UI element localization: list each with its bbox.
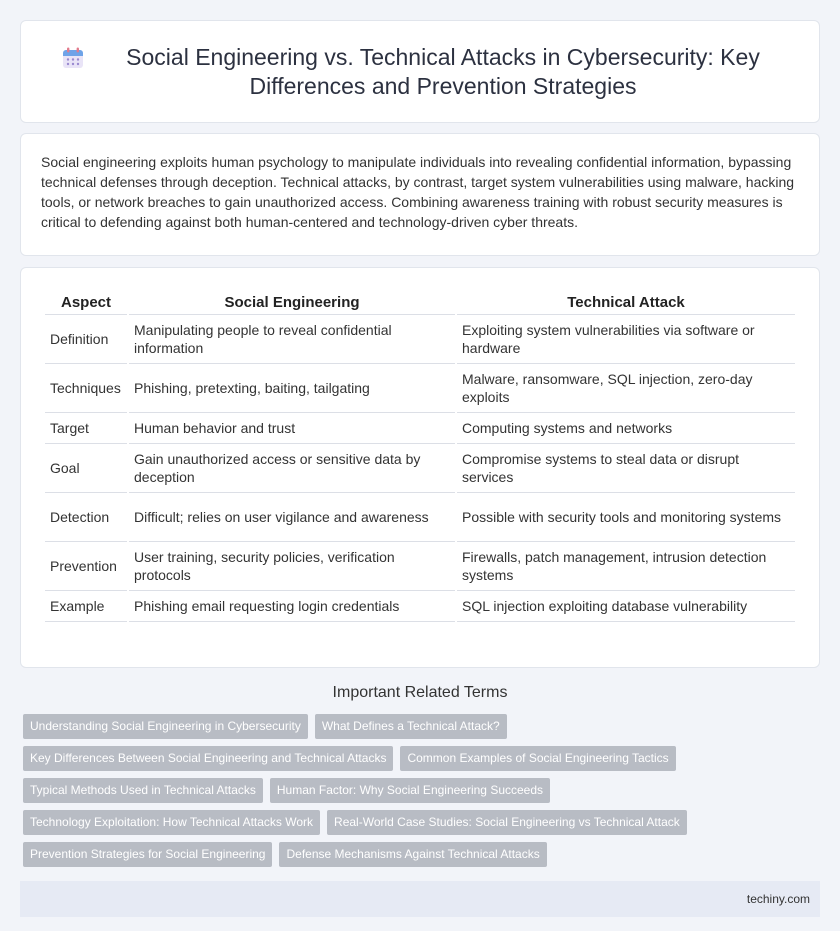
related-term-tag[interactable]: Technology Exploitation: How Technical Attacks Work (23, 810, 320, 835)
cell-technical: SQL injection exploiting database vulnerability (457, 591, 795, 622)
cell-technical: Exploiting system vulnerabilities via software or hardware (457, 315, 795, 364)
related-terms-title: Important Related Terms (332, 684, 508, 701)
header-social-engineering: Social Engineering (129, 288, 455, 315)
table-row (45, 493, 795, 542)
cell-aspect: Detection (45, 493, 127, 542)
title-card (20, 20, 820, 123)
related-terms-tags (20, 714, 820, 867)
cell-social: Phishing email requesting login credentials (129, 591, 455, 622)
related-term-tag[interactable]: Defense Mechanisms Against Technical Attacks (279, 842, 546, 867)
cell-social: User training, security policies, verification protocols (129, 542, 455, 591)
cell-technical: Computing systems and networks (457, 413, 795, 444)
footer-site[interactable]: techiny.com (746, 892, 810, 906)
related-term-tag[interactable]: Real-World Case Studies: Social Engineering vs Technical Attack (327, 810, 687, 835)
cell-social: Gain unauthorized access or sensitive data by deception (129, 444, 455, 493)
cell-aspect: Example (45, 591, 127, 622)
related-term-tag[interactable]: Human Factor: Why Social Engineering Succeeds (270, 778, 550, 803)
related-term-tag[interactable]: What Defines a Technical Attack? (315, 714, 507, 739)
table-header-row (45, 288, 795, 315)
table-row (45, 444, 795, 493)
table-row (45, 591, 795, 622)
header-aspect: Aspect (45, 288, 127, 315)
related-term-tag[interactable]: Understanding Social Engineering in Cybersecurity (23, 714, 308, 739)
related-term-tag[interactable]: Key Differences Between Social Engineering and Technical Attacks (23, 746, 393, 771)
intro-card (20, 133, 820, 256)
cell-aspect: Target (45, 413, 127, 444)
cell-social: Phishing, pretexting, baiting, tailgating (129, 364, 455, 413)
cell-technical: Compromise systems to steal data or disrupt services (457, 444, 795, 493)
cell-technical: Possible with security tools and monitoring systems (457, 493, 795, 542)
comparison-table (43, 288, 797, 622)
cell-social: Manipulating people to reveal confidential information (129, 315, 455, 364)
related-term-tag[interactable]: Common Examples of Social Engineering Tactics (400, 746, 675, 771)
page-title: Social Engineering vs. Technical Attacks in Cybersecurity: Key Differences and Prevention Strategies (126, 43, 760, 99)
cell-technical: Malware, ransomware, SQL injection, zero-day exploits (457, 364, 795, 413)
related-term-tag[interactable]: Typical Methods Used in Technical Attacks (23, 778, 263, 803)
cell-aspect: Definition (45, 315, 127, 364)
footer (20, 881, 820, 917)
table-row (45, 315, 795, 364)
related-terms-section (20, 684, 820, 867)
intro-text: Social engineering exploits human psychology to manipulate individuals into revealing confidential information, bypassing technical defenses through deception. Technical attacks, by contrast, target system vulnerabilities using malware, hacking tools, or network breaches to gain unauthorized access. Combining awareness training with robust security measures is critical to defending against both human-centered and technology-driven cyber threats. (41, 154, 795, 230)
calendar-icon (61, 46, 85, 70)
cell-aspect: Prevention (45, 542, 127, 591)
cell-social: Human behavior and trust (129, 413, 455, 444)
cell-aspect: Goal (45, 444, 127, 493)
table-row (45, 364, 795, 413)
table-row (45, 413, 795, 444)
header-technical-attack: Technical Attack (457, 288, 795, 315)
cell-aspect: Techniques (45, 364, 127, 413)
cell-technical: Firewalls, patch management, intrusion detection systems (457, 542, 795, 591)
related-term-tag[interactable]: Prevention Strategies for Social Engineering (23, 842, 272, 867)
cell-social: Difficult; relies on user vigilance and awareness (129, 493, 455, 542)
comparison-table-card (20, 267, 820, 668)
table-row (45, 542, 795, 591)
